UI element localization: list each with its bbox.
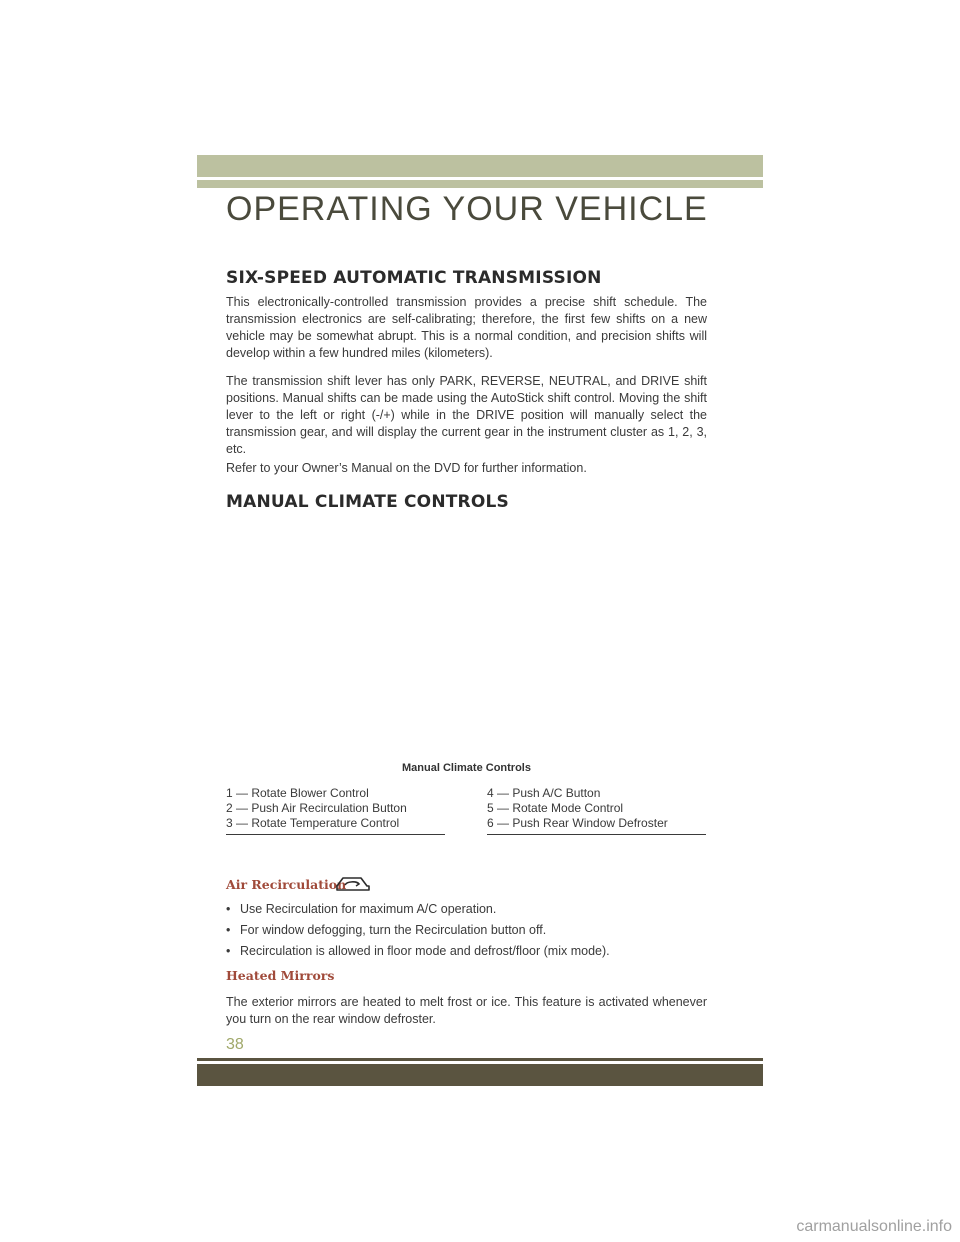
- list-item: • Use Recirculation for maximum A/C operation.: [226, 902, 497, 916]
- climate-heading: MANUAL CLIMATE CONTROLS: [226, 492, 509, 512]
- header-bar-stripe: [197, 180, 763, 188]
- list-item: • For window defogging, turn the Recirculation button off.: [226, 923, 547, 937]
- heated-mirrors-paragraph: The exterior mirrors are heated to melt frost or ice. This feature is activated whenever you turn on the rear window defroster.: [226, 995, 707, 1026]
- heated-mirrors-heading: Heated Mirrors: [226, 968, 335, 983]
- transmission-paragraph-3: Refer to your Owner’s Manual on the DVD for further information.: [226, 461, 587, 475]
- air-recirculation-icon: [333, 872, 373, 894]
- legend-item: 1 — Rotate Blower Control: [226, 786, 369, 800]
- legend-item: 6 — Push Rear Window Defroster: [487, 816, 668, 830]
- transmission-paragraph-1: This electronically-controlled transmission provides a precise shift schedule. The transmission electronics are self-calibrating; therefore, the first few shifts on a new vehicle may be somewhat abrupt. This is a normal condition, and precision shifts will develop within a few hundred miles (kilometers).: [226, 295, 707, 360]
- header-bar: [197, 155, 763, 177]
- figure-caption: Manual Climate Controls: [402, 762, 531, 774]
- legend-right: [487, 786, 668, 831]
- section-header: OPERATING YOUR VEHICLE: [226, 190, 708, 228]
- watermark: carmanualsonline.info: [796, 1218, 952, 1235]
- list-item: • Recirculation is allowed in floor mode and defrost/floor (mix mode).: [226, 944, 610, 958]
- legend-rule-right: [487, 834, 706, 835]
- legend-rule-left: [226, 834, 445, 835]
- footer-rule: [197, 1058, 763, 1061]
- transmission-heading: SIX-SPEED AUTOMATIC TRANSMISSION: [226, 268, 602, 288]
- footer-bar: [197, 1064, 763, 1086]
- legend-item: 3 — Rotate Temperature Control: [226, 816, 400, 830]
- legend-item: 4 — Push A/C Button: [487, 786, 601, 800]
- transmission-paragraph-2: The transmission shift lever has only PARK, REVERSE, NEUTRAL, and DRIVE shift positions. Manual shifts can be made using the AutoStick shift control. Moving the shift lever to the left or right (-/+) while in the DRIVE position will manually select the transmission gear, and will display the current gear in the instrument cluster as 1, 2, 3, etc.: [226, 374, 707, 456]
- page-number: 38: [226, 1036, 244, 1053]
- legend-item: 2 — Push Air Recirculation Button: [226, 801, 407, 815]
- recirculation-heading: Air Recirculation: [226, 877, 347, 892]
- legend-left: [226, 786, 407, 831]
- legend-item: 5 — Rotate Mode Control: [487, 801, 624, 815]
